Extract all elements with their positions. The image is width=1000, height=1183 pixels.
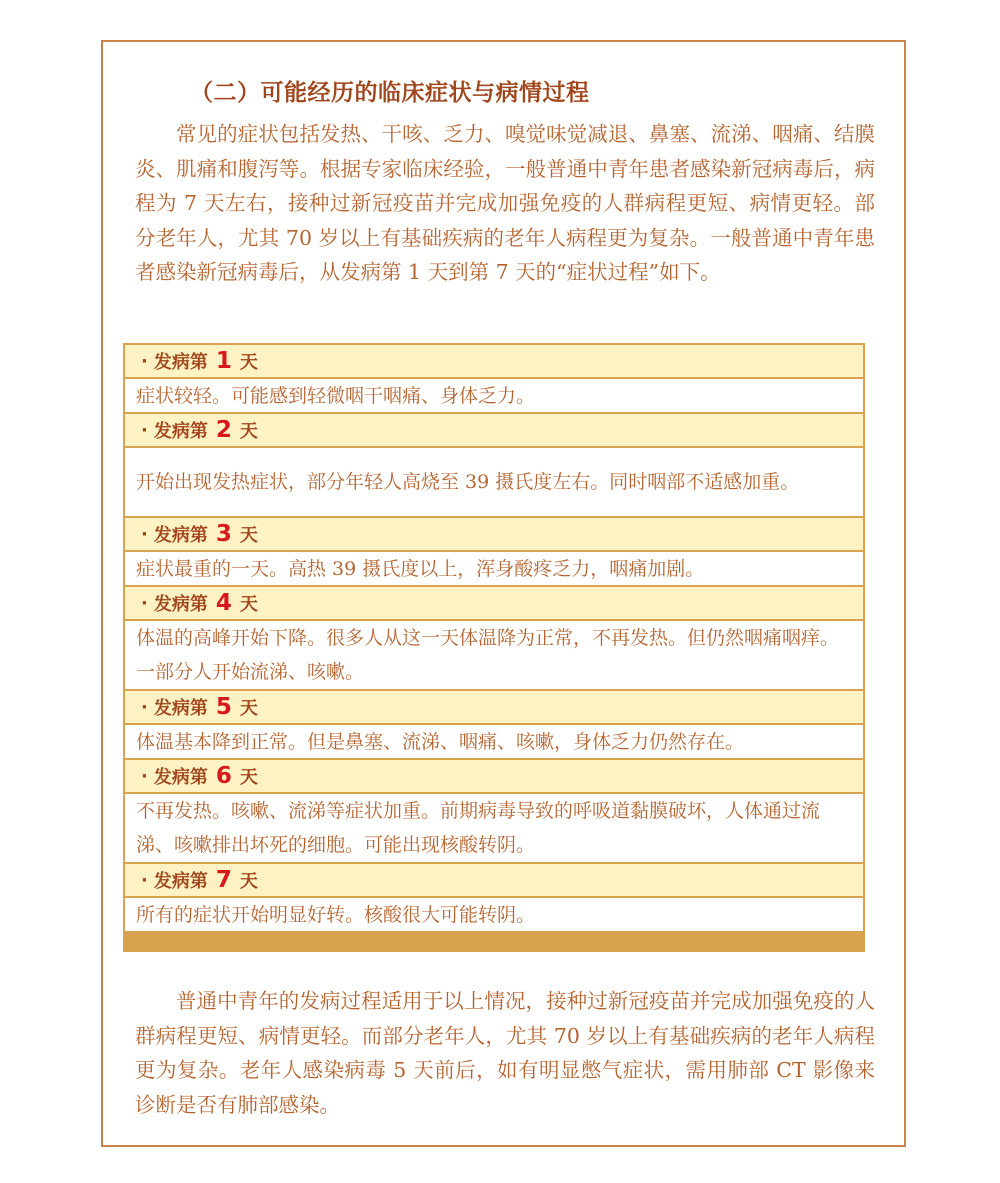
- day-suffix: 天: [239, 525, 258, 546]
- day-number: 1: [215, 348, 232, 374]
- day-prefix: 发病第: [153, 767, 208, 788]
- day-number: 4: [215, 590, 232, 616]
- day-suffix: 天: [239, 871, 258, 892]
- closing-paragraph: 普通中青年的发病过程适用于以上情况，接种过新冠疫苗并完成加强免疫的人群病程更短、病情更轻。而部分老年人，尤其 70 岁以上有基础疾病的老年人病程更为复杂。老年人感染病毒 5 天前后，如有明显憋气症状，需用肺部 CT 影像来诊断是否有肺部感染。: [135, 989, 875, 1117]
- bullet: ·: [141, 592, 148, 614]
- day-prefix: 发病第: [153, 525, 208, 546]
- day-7-header: [125, 864, 863, 896]
- day-suffix: 天: [239, 421, 258, 442]
- day-3-description: 症状最重的一天。高热 39 摄氏度以上，浑身酸疼乏力，咽痛加剧。: [125, 552, 863, 585]
- day-suffix: 天: [239, 352, 258, 373]
- day-7-description: 所有的症状开始明显好转。核酸很大可能转阴。: [125, 898, 863, 931]
- section-title: （二）可能经历的临床症状与病情过程: [190, 80, 590, 106]
- day-1-description: 症状较轻。可能感到轻微咽干咽痛、身体乏力。: [125, 379, 863, 412]
- day-number: 7: [215, 867, 232, 893]
- day-1-header: [125, 345, 863, 377]
- day-5-header: [125, 691, 863, 723]
- day-prefix: 发病第: [153, 421, 208, 442]
- day-number: 2: [215, 417, 232, 443]
- day-4-header: [125, 587, 863, 619]
- day-prefix: 发病第: [153, 698, 208, 719]
- day-prefix: 发病第: [153, 871, 208, 892]
- day-3-header: [125, 518, 863, 550]
- day-number: 3: [215, 521, 232, 547]
- bullet: ·: [141, 765, 148, 787]
- bullet: ·: [141, 869, 148, 891]
- day-number: 6: [215, 763, 232, 789]
- bullet: ·: [141, 350, 148, 372]
- day-6-description: 不再发热。咳嗽、流涕等症状加重。前期病毒导致的呼吸道黏膜破坏，人体通过流涕、咳嗽排出坏死的细胞。可能出现核酸转阴。: [125, 794, 863, 862]
- day-2-header: [125, 414, 863, 446]
- day-prefix: 发病第: [153, 352, 208, 373]
- day-4-description: 体温的高峰开始下降。很多人从这一天体温降为正常，不再发热。但仍然咽痛咽痒。一部分人开始流涕、咳嗽。: [125, 621, 863, 689]
- symptom-timeline-table: [123, 343, 865, 952]
- day-number: 5: [215, 694, 232, 720]
- bullet: ·: [141, 696, 148, 718]
- bullet: ·: [141, 523, 148, 545]
- bullet: ·: [141, 419, 148, 441]
- day-prefix: 发病第: [153, 594, 208, 615]
- day-6-header: [125, 760, 863, 792]
- intro-paragraph: 常见的症状包括发热、干咳、乏力、嗅觉味觉减退、鼻塞、流涕、咽痛、结膜炎、肌痛和腹泻等。根据专家临床经验，一般普通中青年患者感染新冠病毒后，病程为 7 天左右，接种过新冠疫苗并完成加强免疫的人群病程更短、病情更轻。部分老年人，尤其 70 岁以上有基础疾病的老年人病程更为复杂。一般普通中青年患者感染新冠病毒后，从发病第 1 天到第 7 天的“症状过程”如下。: [135, 122, 875, 284]
- day-5-description: 体温基本降到正常。但是鼻塞、流涕、咽痛、咳嗽，身体乏力仍然存在。: [125, 725, 863, 758]
- day-suffix: 天: [239, 767, 258, 788]
- day-2-description: 开始出现发热症状，部分年轻人高烧至 39 摄氏度左右。同时咽部不适感加重。: [125, 448, 863, 516]
- day-suffix: 天: [239, 698, 258, 719]
- day-suffix: 天: [239, 594, 258, 615]
